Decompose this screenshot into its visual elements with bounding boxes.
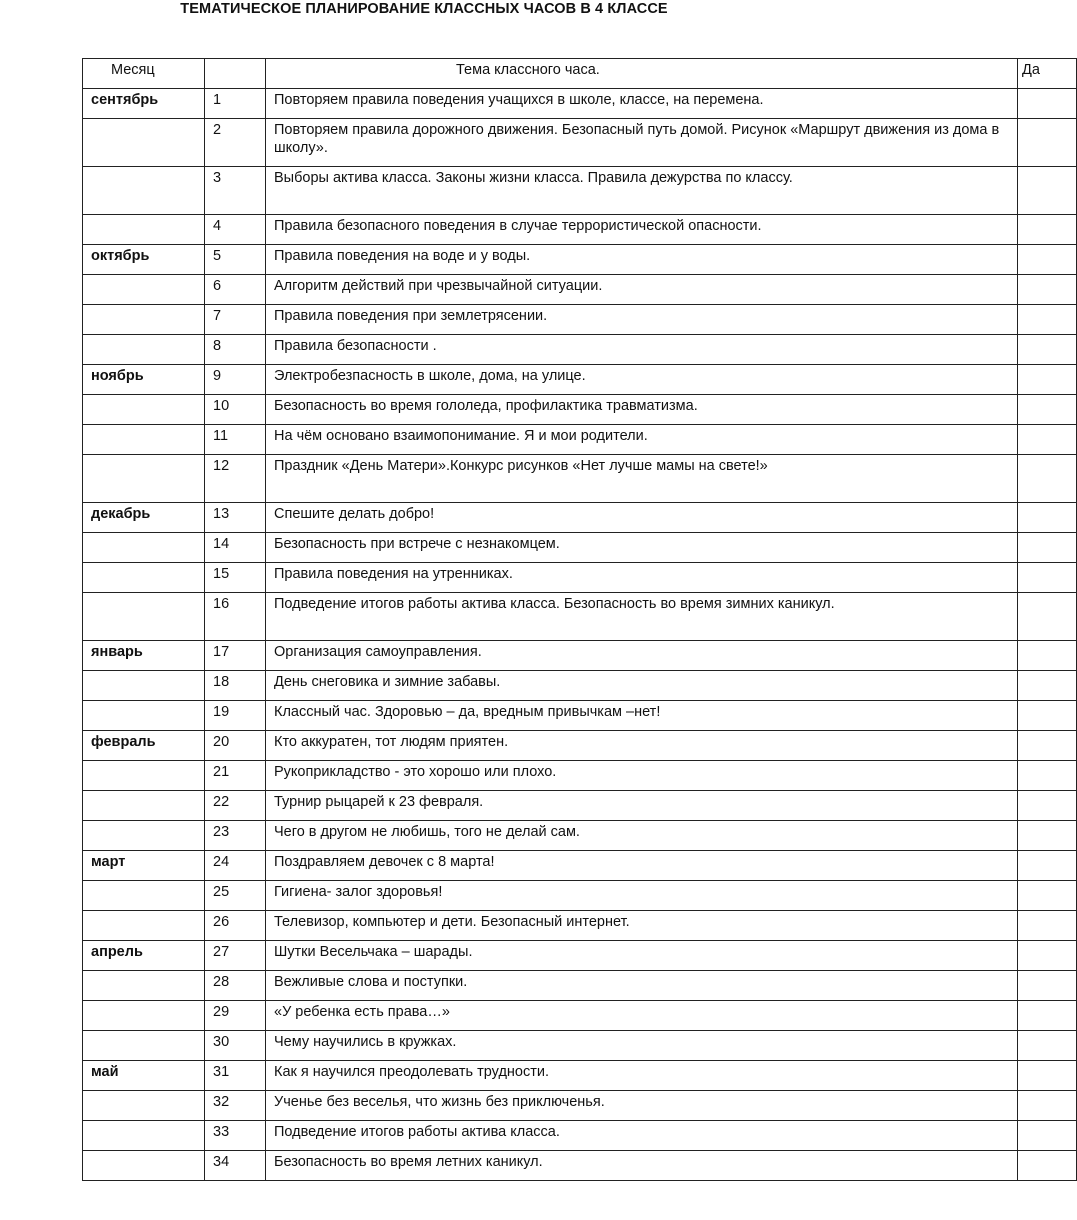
topic-cell: Организация самоуправления. — [266, 641, 1018, 671]
month-cell — [83, 455, 205, 503]
month-cell — [83, 275, 205, 305]
date-cell — [1018, 563, 1077, 593]
month-cell — [83, 1151, 205, 1181]
lesson-number-cell: 19 — [205, 701, 266, 731]
date-cell — [1018, 119, 1077, 167]
number-column-header — [205, 59, 266, 89]
month-cell: март — [83, 851, 205, 881]
table-row — [83, 1121, 1077, 1151]
table-row — [83, 305, 1077, 335]
month-cell — [83, 911, 205, 941]
month-cell — [83, 335, 205, 365]
month-cell: сентябрь — [83, 89, 205, 119]
lesson-number-cell: 22 — [205, 791, 266, 821]
topic-cell: Подведение итогов работы актива класса. — [266, 1121, 1018, 1151]
month-cell — [83, 821, 205, 851]
date-cell — [1018, 1121, 1077, 1151]
table-row — [83, 821, 1077, 851]
date-cell — [1018, 641, 1077, 671]
table-row — [83, 365, 1077, 395]
date-cell — [1018, 821, 1077, 851]
lesson-number-cell: 30 — [205, 1031, 266, 1061]
month-cell: январь — [83, 641, 205, 671]
lesson-number-cell: 12 — [205, 455, 266, 503]
date-cell — [1018, 701, 1077, 731]
lesson-number-cell: 8 — [205, 335, 266, 365]
table-row — [83, 395, 1077, 425]
month-cell — [83, 1121, 205, 1151]
topic-cell: Подведение итогов работы актива класса. Безопасность во время зимних каникул. — [266, 593, 1018, 641]
lesson-number-cell: 27 — [205, 941, 266, 971]
lesson-number-cell: 6 — [205, 275, 266, 305]
table-row — [83, 533, 1077, 563]
date-cell — [1018, 335, 1077, 365]
date-cell — [1018, 215, 1077, 245]
lesson-number-cell: 29 — [205, 1001, 266, 1031]
topic-cell: Правила безопасного поведения в случае террористической опасности. — [266, 215, 1018, 245]
lesson-number-cell: 5 — [205, 245, 266, 275]
date-cell — [1018, 941, 1077, 971]
date-cell — [1018, 245, 1077, 275]
topic-cell: Рукоприкладство - это хорошо или плохо. — [266, 761, 1018, 791]
date-cell — [1018, 971, 1077, 1001]
month-cell — [83, 305, 205, 335]
lesson-number-cell: 25 — [205, 881, 266, 911]
table-row — [83, 911, 1077, 941]
page-title: ТЕМАТИЧЕСКОЕ ПЛАНИРОВАНИЕ КЛАССНЫХ ЧАСОВ В 4 КЛАССЕ — [180, 1, 668, 17]
lesson-number-cell: 24 — [205, 851, 266, 881]
date-cell — [1018, 761, 1077, 791]
table-row — [83, 1001, 1077, 1031]
table-row — [83, 791, 1077, 821]
table-row — [83, 671, 1077, 701]
month-cell — [83, 971, 205, 1001]
date-column-header: Да — [1018, 59, 1077, 89]
table-row — [83, 335, 1077, 365]
table-row — [83, 563, 1077, 593]
table-row — [83, 1061, 1077, 1091]
table-row — [83, 89, 1077, 119]
topic-cell: Как я научился преодолевать трудности. — [266, 1061, 1018, 1091]
table-row — [83, 119, 1077, 167]
table-row — [83, 851, 1077, 881]
month-cell — [83, 1001, 205, 1031]
month-cell — [83, 215, 205, 245]
date-cell — [1018, 425, 1077, 455]
month-cell — [83, 761, 205, 791]
date-cell — [1018, 365, 1077, 395]
month-cell — [83, 395, 205, 425]
lesson-number-cell: 2 — [205, 119, 266, 167]
lesson-number-cell: 34 — [205, 1151, 266, 1181]
topic-cell: Правила поведения на утренниках. — [266, 563, 1018, 593]
lesson-number-cell: 18 — [205, 671, 266, 701]
lesson-number-cell: 31 — [205, 1061, 266, 1091]
table-row — [83, 701, 1077, 731]
month-cell — [83, 167, 205, 215]
date-cell — [1018, 395, 1077, 425]
topic-cell: Правила безопасности . — [266, 335, 1018, 365]
month-cell: апрель — [83, 941, 205, 971]
month-cell — [83, 791, 205, 821]
table-header-row — [83, 59, 1077, 89]
lesson-number-cell: 20 — [205, 731, 266, 761]
topic-cell: Турнир рыцарей к 23 февраля. — [266, 791, 1018, 821]
topic-cell: Праздник «День Матери».Конкурс рисунков «Нет лучше мамы на свете!» — [266, 455, 1018, 503]
month-cell: ноябрь — [83, 365, 205, 395]
date-cell — [1018, 305, 1077, 335]
date-cell — [1018, 89, 1077, 119]
table-row — [83, 1031, 1077, 1061]
lesson-number-cell: 21 — [205, 761, 266, 791]
lesson-number-cell: 14 — [205, 533, 266, 563]
topic-cell: Чему научились в кружках. — [266, 1031, 1018, 1061]
month-cell: октябрь — [83, 245, 205, 275]
topic-cell: Шутки Весельчака – шарады. — [266, 941, 1018, 971]
topic-cell: Спешите делать добро! — [266, 503, 1018, 533]
date-cell — [1018, 533, 1077, 563]
topic-cell: Ученье без веселья, что жизнь без приключенья. — [266, 1091, 1018, 1121]
date-cell — [1018, 275, 1077, 305]
table-row — [83, 641, 1077, 671]
month-cell — [83, 533, 205, 563]
topic-cell: Выборы актива класса. Законы жизни класса. Правила дежурства по классу. — [266, 167, 1018, 215]
month-cell — [83, 1031, 205, 1061]
lesson-number-cell: 9 — [205, 365, 266, 395]
date-cell — [1018, 1001, 1077, 1031]
lesson-number-cell: 16 — [205, 593, 266, 641]
table-row — [83, 971, 1077, 1001]
topic-cell: Правила поведения при землетрясении. — [266, 305, 1018, 335]
planning-table — [82, 58, 1077, 1181]
date-cell — [1018, 731, 1077, 761]
month-cell — [83, 563, 205, 593]
topic-cell: «У ребенка есть права…» — [266, 1001, 1018, 1031]
topic-column-header: Тема классного часа. — [266, 59, 1018, 89]
date-cell — [1018, 455, 1077, 503]
topic-cell: Безопасность при встрече с незнакомцем. — [266, 533, 1018, 563]
table-row — [83, 761, 1077, 791]
topic-cell: Гигиена- залог здоровья! — [266, 881, 1018, 911]
month-cell — [83, 671, 205, 701]
table-row — [83, 245, 1077, 275]
topic-cell: На чём основано взаимопонимание. Я и мои родители. — [266, 425, 1018, 455]
month-cell — [83, 119, 205, 167]
topic-cell: Алгоритм действий при чрезвычайной ситуации. — [266, 275, 1018, 305]
month-cell — [83, 881, 205, 911]
table-row — [83, 503, 1077, 533]
topic-cell: Телевизор, компьютер и дети. Безопасный интернет. — [266, 911, 1018, 941]
topic-cell: Классный час. Здоровью – да, вредным привычкам –нет! — [266, 701, 1018, 731]
lesson-number-cell: 13 — [205, 503, 266, 533]
date-cell — [1018, 1151, 1077, 1181]
lesson-number-cell: 17 — [205, 641, 266, 671]
topic-cell: Правила поведения на воде и у воды. — [266, 245, 1018, 275]
topic-cell: Электробезпасность в школе, дома, на улице. — [266, 365, 1018, 395]
date-cell — [1018, 593, 1077, 641]
table-row — [83, 1091, 1077, 1121]
lesson-number-cell: 3 — [205, 167, 266, 215]
date-cell — [1018, 1091, 1077, 1121]
lesson-number-cell: 1 — [205, 89, 266, 119]
date-cell — [1018, 911, 1077, 941]
month-cell: декабрь — [83, 503, 205, 533]
month-cell — [83, 701, 205, 731]
topic-cell: Безопасность во время гололеда, профилактика травматизма. — [266, 395, 1018, 425]
lesson-number-cell: 7 — [205, 305, 266, 335]
lesson-number-cell: 15 — [205, 563, 266, 593]
topic-cell: Повторяем правила поведения учащихся в школе, классе, на перемена. — [266, 89, 1018, 119]
topic-cell: Кто аккуратен, тот людям приятен. — [266, 731, 1018, 761]
table-row — [83, 593, 1077, 641]
date-cell — [1018, 167, 1077, 215]
month-cell — [83, 1091, 205, 1121]
lesson-number-cell: 23 — [205, 821, 266, 851]
month-cell: май — [83, 1061, 205, 1091]
month-column-header: Месяц — [83, 59, 205, 89]
topic-cell: Безопасность во время летних каникул. — [266, 1151, 1018, 1181]
month-cell — [83, 425, 205, 455]
lesson-number-cell: 11 — [205, 425, 266, 455]
table-row — [83, 455, 1077, 503]
lesson-number-cell: 33 — [205, 1121, 266, 1151]
date-cell — [1018, 791, 1077, 821]
table-row — [83, 881, 1077, 911]
topic-cell: Вежливые слова и поступки. — [266, 971, 1018, 1001]
month-cell: февраль — [83, 731, 205, 761]
lesson-number-cell: 10 — [205, 395, 266, 425]
lesson-number-cell: 4 — [205, 215, 266, 245]
topic-cell: Чего в другом не любишь, того не делай сам. — [266, 821, 1018, 851]
date-cell — [1018, 1061, 1077, 1091]
date-cell — [1018, 851, 1077, 881]
lesson-number-cell: 28 — [205, 971, 266, 1001]
table-row — [83, 1151, 1077, 1181]
lesson-number-cell: 32 — [205, 1091, 266, 1121]
table-row — [83, 167, 1077, 215]
topic-cell: День снеговика и зимние забавы. — [266, 671, 1018, 701]
month-cell — [83, 593, 205, 641]
table-row — [83, 215, 1077, 245]
topic-cell: Поздравляем девочек с 8 марта! — [266, 851, 1018, 881]
table-row — [83, 941, 1077, 971]
date-cell — [1018, 881, 1077, 911]
table-row — [83, 731, 1077, 761]
date-cell — [1018, 503, 1077, 533]
date-cell — [1018, 1031, 1077, 1061]
lesson-number-cell: 26 — [205, 911, 266, 941]
date-cell — [1018, 671, 1077, 701]
table-row — [83, 425, 1077, 455]
topic-cell: Повторяем правила дорожного движения. Безопасный путь домой. Рисунок «Маршрут движения из дома в школу». — [266, 119, 1018, 167]
table-row — [83, 275, 1077, 305]
